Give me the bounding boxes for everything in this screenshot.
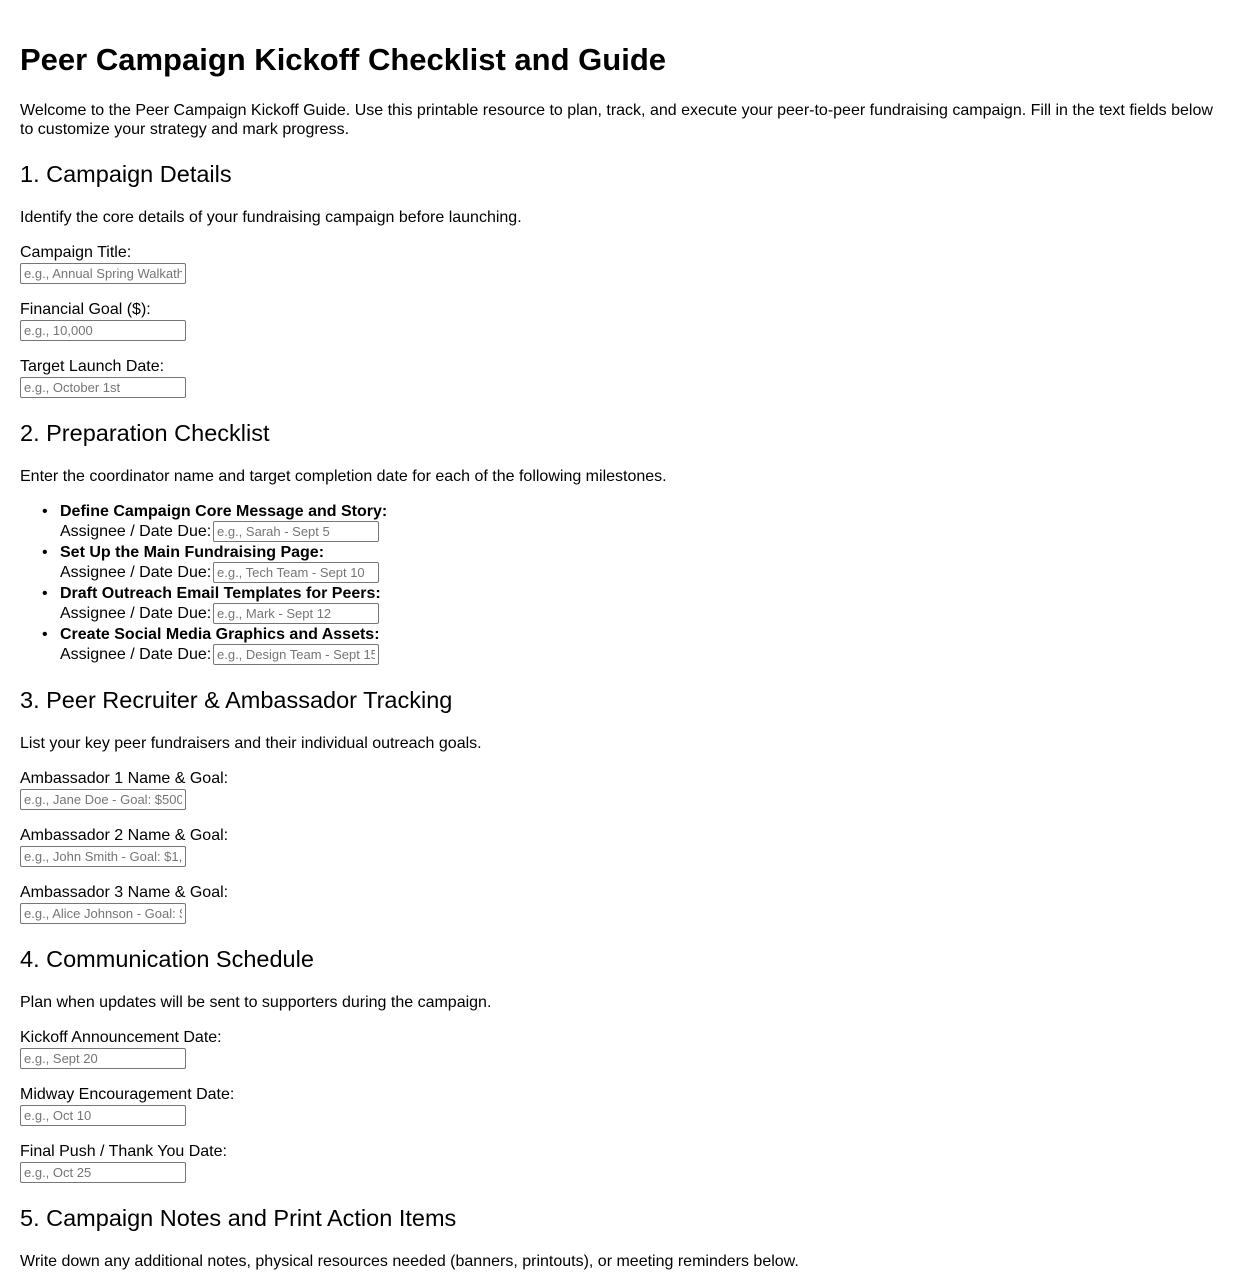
section-heading-communication-schedule: 4. Communication Schedule: [20, 946, 314, 972]
assignee-label: Assignee / Date Due:: [60, 646, 212, 663]
bullet-icon: •: [42, 544, 48, 561]
section-description-campaign-notes: Write down any additional notes, physical resources needed (banners, printouts), or meeting reminders below.: [20, 1253, 799, 1270]
campaign-title-label: Campaign Title:: [20, 244, 132, 261]
campaign-title-input[interactable]: [20, 263, 186, 284]
assignee-label: Assignee / Date Due:: [60, 605, 212, 622]
bullet-icon: •: [42, 626, 48, 643]
section-description-ambassador-tracking: List your key peer fundraisers and their individual outreach goals.: [20, 735, 482, 752]
bullet-icon: •: [42, 503, 48, 520]
section-description-preparation-checklist: Enter the coordinator name and target completion date for each of the following milestones.: [20, 468, 667, 485]
section-heading-campaign-notes: 5. Campaign Notes and Print Action Items: [20, 1205, 457, 1231]
bullet-icon: •: [42, 585, 48, 602]
final-push-label: Final Push / Thank You Date:: [20, 1143, 227, 1160]
ambassador-2-label: Ambassador 2 Name & Goal:: [20, 827, 229, 844]
section-heading-preparation-checklist: 2. Preparation Checklist: [20, 420, 270, 446]
midway-encouragement-label: Midway Encouragement Date:: [20, 1086, 235, 1103]
kickoff-announcement-input[interactable]: [20, 1048, 186, 1069]
assignee-label: Assignee / Date Due:: [60, 564, 212, 581]
ambassador-1-label: Ambassador 1 Name & Goal:: [20, 770, 229, 787]
final-push-input[interactable]: [20, 1162, 186, 1183]
section-heading-ambassador-tracking: 3. Peer Recruiter & Ambassador Tracking: [20, 687, 453, 713]
assignee-label: Assignee / Date Due:: [60, 523, 212, 540]
checklist-item-title: Set Up the Main Fundraising Page:: [60, 544, 325, 561]
ambassador-3-label: Ambassador 3 Name & Goal:: [20, 884, 229, 901]
midway-encouragement-input[interactable]: [20, 1105, 186, 1126]
section-description-campaign-details: Identify the core details of your fundraising campaign before launching.: [20, 209, 522, 226]
kickoff-announcement-label: Kickoff Announcement Date:: [20, 1029, 222, 1046]
financial-goal-label: Financial Goal ($):: [20, 301, 151, 318]
target-launch-date-input[interactable]: [20, 377, 186, 398]
checklist-assignee-input[interactable]: [213, 521, 379, 542]
checklist-assignee-input[interactable]: [213, 644, 379, 665]
checklist-item-title: Create Social Media Graphics and Assets:: [60, 626, 380, 643]
intro-text: Welcome to the Peer Campaign Kickoff Guide. Use this printable resource to plan, track, and execute your peer-to-peer fundraising campaign. Fill in the text fields below to customize your strategy and mark progress.: [20, 102, 1213, 138]
section-description-communication-schedule: Plan when updates will be sent to supporters during the campaign.: [20, 994, 492, 1011]
section-heading-campaign-details: 1. Campaign Details: [20, 161, 232, 187]
page-title: Peer Campaign Kickoff Checklist and Guide: [20, 42, 666, 77]
checklist-assignee-input[interactable]: [213, 603, 379, 624]
ambassador-2-input[interactable]: [20, 846, 186, 867]
financial-goal-input[interactable]: [20, 320, 186, 341]
checklist-item-title: Draft Outreach Email Templates for Peers:: [60, 585, 381, 602]
target-launch-date-label: Target Launch Date:: [20, 358, 165, 375]
ambassador-1-input[interactable]: [20, 789, 186, 810]
checklist-item-title: Define Campaign Core Message and Story:: [60, 503, 388, 520]
checklist-assignee-input[interactable]: [213, 562, 379, 583]
ambassador-3-input[interactable]: [20, 903, 186, 924]
